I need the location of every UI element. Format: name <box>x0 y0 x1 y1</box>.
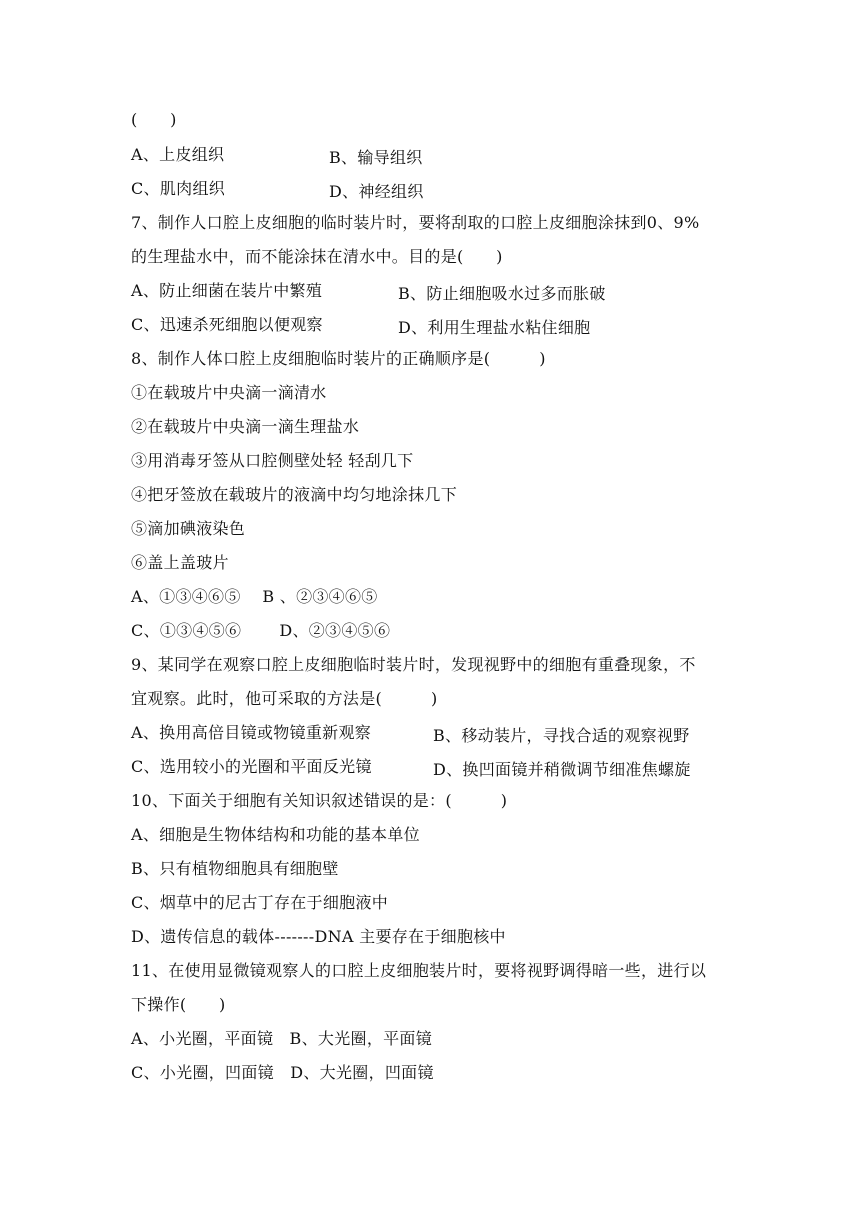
q8-step-1: ①在载玻片中央滴一滴清水 <box>131 383 327 402</box>
q11-options-ab: A、小光圈，平面镜 B、大光圈，平面镜 <box>131 1029 433 1048</box>
q11-options-cd: C、小光圈，凹面镜 D、大光圈，凹面镜 <box>131 1063 434 1082</box>
q8-step-3: ③用消毒牙签从口腔侧壁处轻 轻刮几下 <box>131 451 414 470</box>
q8-stem: 8、制作人体口腔上皮细胞临时装片的正确顺序是( ) <box>131 349 546 368</box>
q6-option-b: B、输导组织 <box>329 148 423 167</box>
q9-option-a: A、换用高倍目镜或物镜重新观察 <box>131 723 372 742</box>
q6-option-a: A、上皮组织 <box>131 145 225 164</box>
q9-option-b: B、移动装片，寻找合适的观察视野 <box>433 726 690 745</box>
q9-stem-line2: 宜观察。此时，他可采取的方法是( ) <box>131 689 438 708</box>
q10-option-b: B、只有植物细胞具有细胞壁 <box>131 859 339 878</box>
q8-options-cd: C、①③④⑤⑥ D、②③④⑤⑥ <box>131 621 391 640</box>
q7-option-c: C、迅速杀死细胞以便观察 <box>131 315 323 334</box>
q9-option-d: D、换凹面镜并稍微调节细准焦螺旋 <box>433 760 691 779</box>
q8-step-6: ⑥盖上盖玻片 <box>131 553 229 572</box>
q9-option-c: C、选用较小的光圈和平面反光镜 <box>131 757 372 776</box>
q9-stem-line1: 9、某同学在观察口腔上皮细胞临时装片时，发现视野中的细胞有重叠现象，不 <box>131 655 696 674</box>
q6-option-c: C、肌肉组织 <box>131 179 226 198</box>
q10-stem: 10、下面关于细胞有关知识叙述错误的是：( ) <box>131 791 508 810</box>
q8-step-2: ②在载玻片中央滴一滴生理盐水 <box>131 417 360 436</box>
q6-answer-paren: ( ) <box>131 110 177 129</box>
q10-option-a: A、细胞是生物体结构和功能的基本单位 <box>131 825 420 844</box>
q8-options-ab: A、①③④⑥⑤ B 、②③④⑥⑤ <box>131 587 378 606</box>
q10-option-d: D、遗传信息的载体-------DNA 主要存在于细胞核中 <box>131 927 506 946</box>
q7-option-d: D、利用生理盐水粘住细胞 <box>398 318 591 337</box>
q10-option-c: C、烟草中的尼古丁存在于细胞液中 <box>131 893 389 912</box>
q7-option-a: A、防止细菌在装片中繁殖 <box>131 281 323 300</box>
q6-option-d: D、神经组织 <box>329 182 424 201</box>
q7-stem-line2: 的生理盐水中，而不能涂抹在清水中。目的是( ) <box>131 247 503 266</box>
q11-stem-line1: 11、在使用显微镜观察人的口腔上皮细胞装片时，要将视野调得暗一些，进行以 <box>131 961 707 980</box>
q8-step-4: ④把牙签放在载玻片的液滴中均匀地涂抹几下 <box>131 485 458 504</box>
q7-option-b: B、防止细胞吸水过多而胀破 <box>398 284 606 303</box>
q8-step-5: ⑤滴加碘液染色 <box>131 519 246 538</box>
q11-stem-line2: 下操作( ) <box>131 995 226 1014</box>
q7-stem-line1: 7、制作人口腔上皮细胞的临时装片时，要将刮取的口腔上皮细胞涂抹到0、9% <box>131 213 700 232</box>
